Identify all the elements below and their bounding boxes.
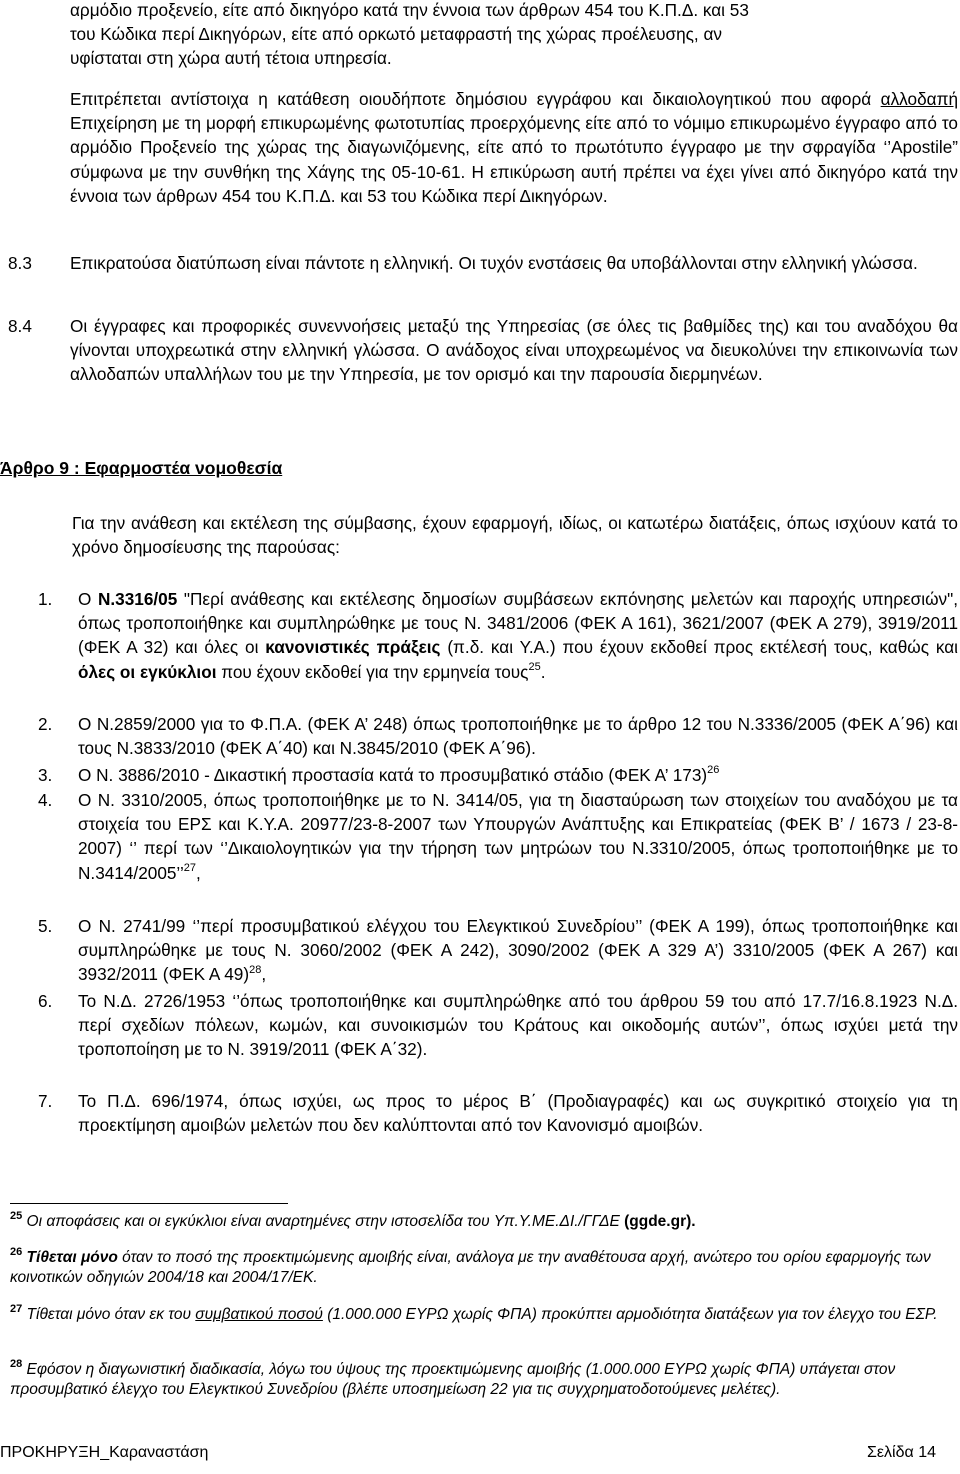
- list-number: 2.: [38, 714, 53, 734]
- bold-term: κανονιστικές πράξεις: [265, 637, 441, 658]
- footnote-link[interactable]: (ggde.gr).: [624, 1213, 696, 1230]
- article-heading-text: Άρθρο 9 : Εφαρμοστέα νομοθεσία: [0, 458, 283, 478]
- footnote-text: Εφόσον η διαγωνιστική διαδικασία, λόγω του ύψους της προεκτιμώμενης αμοιβής (1.000.000 ΕΥΡΩ χωρίς ΦΠΑ) υπάγεται στον προσυμβατικό έλεγχο του Ελεγκτικού Συνεδρίου (βλέπε υποσημείωση 22 για τις συγχρηματοδοτούμενες μελέτες).: [10, 1361, 896, 1398]
- footnote-text: Οι αποφάσεις και οι εγκύκλιοι είναι αναρτημένες στην ιστοσελίδα του Υπ.Υ.ΜΕ.ΔΙ./ΓΓΔΕ: [22, 1213, 625, 1230]
- text-line: υφίσταται στη χώρα αυτή τέτοια υπηρεσία.: [70, 48, 392, 68]
- list-number: 5.: [38, 916, 53, 936]
- list-number: 4.: [38, 790, 53, 810]
- list-text: ,: [196, 862, 201, 883]
- text-line: αρμόδιο προξενείο, είτε από δικηγόρο κατά την έννοια των άρθρων 454 του Κ.Π.Δ. και 53: [70, 0, 749, 20]
- footnote-ref[interactable]: 26: [707, 764, 720, 777]
- list-number: 7.: [38, 1091, 53, 1111]
- list-item: [78, 587, 958, 684]
- list-text: Ο Ν. 3886/2010 - Δικαστική προστασία κατά το προσυμβατικό στάδιο (ΦΕΚ Α’ 173): [78, 765, 708, 785]
- footnote-ref[interactable]: 25: [528, 660, 541, 673]
- section-number: 8.4: [8, 316, 32, 336]
- list-text: Ο Ν. 2741/99 ‘’περί προσυμβατικού ελέγχου του Ελεγκτικού Συνεδρίου’’ (ΦΕΚ Α 199), όπως τροποποιήθηκε και συμπληρώθηκε με τους Ν. 3060/2002 (ΦΕΚ Α 242), 3090/2002 (ΦΕΚ Α 329 Α’) 3310/2005 (ΦΕΚ Α 267) και 3932/2011 (ΦΕΚ Α 49): [78, 916, 958, 985]
- paragraph-text: Επιχείρηση με τη μορφή επικυρωμένης φωτοτυπίας προερχόμενης είτε από το νόμιμο επικυρωμένο έγγραφο από το αρμόδιο Προξενείο της χώρας της διαγωνιζόμενης, είτε από το πρωτότυπο έγγραφο με την σφραγίδα ‘’Apostile” σύμφωνα με την συνθήκη της Χάγης της 05-10-61. Η επικύρωση αυτή πρέπει να έχει γίνει από δικηγόρο κατά την έννοια των άρθρων 454 του Κ.Π.Δ. και 53 του Κώδικα περί Δικηγόρων.: [70, 113, 958, 206]
- footnote-ref[interactable]: 28: [249, 963, 262, 976]
- footnote-emphasis: Τίθεται μόνο: [22, 1249, 118, 1266]
- list-number: 3.: [38, 765, 53, 785]
- section-number: 8.3: [8, 253, 32, 273]
- list-number: 1.: [38, 589, 53, 609]
- footnote-text: (1.000.000 ΕΥΡΩ χωρίς ΦΠΑ) προκύπτει αρμοδιότητα διατάξεων για τον έλεγχο του ΕΣΡ.: [322, 1306, 938, 1323]
- footnote: [10, 1302, 958, 1325]
- footnote: [10, 1357, 958, 1400]
- law-reference: Ν.3316/05: [97, 589, 178, 609]
- list-item: [78, 914, 958, 987]
- list-text: "Περί ανάθεσης και εκτέλεσης δημοσίων συμβάσεων εκπόνησης μελετών και παροχής υπηρεσιών", όπως τροποποιήθηκε και συμπληρώθηκε με τους Ν. 3481/2006 (ΦΕΚ Α 161), 3621/2007 (ΦΕΚ Α 279), 3919/2011 (ΦΕΚ Α 32) και όλες οι: [78, 589, 958, 658]
- footer-page-number: Σελίδα 14: [867, 1444, 936, 1461]
- list-item: [78, 788, 958, 885]
- list-text: ,: [261, 964, 267, 985]
- list-text: Ο: [78, 589, 98, 609]
- paragraph-text: Επιτρέπεται αντίστοιχα η κατάθεση οιουδήποτε δημόσιου εγγράφου και δικαιολογητικού που αφορά: [70, 89, 881, 109]
- article-heading: [0, 456, 282, 480]
- footnote-mark: 25: [10, 1209, 23, 1222]
- list-text: (π.δ. και Υ.Α.) που έχουν εκδοθεί προς εκτέλεσή τους, καθώς και: [440, 637, 958, 658]
- footnote-ref[interactable]: 27: [183, 861, 197, 874]
- list-item: [78, 763, 958, 787]
- certification-paragraph: [70, 87, 958, 208]
- list-text: που έχουν εκδοθεί για την ερμηνεία τους: [216, 661, 529, 682]
- list-item: Το Π.Δ. 696/1974, όπως ισχύει, ως προς το μέρος Β΄ (Προδιαγραφές) και ως συγκριτικό στοιχείο για τη προεκτίμηση αμοιβών μελετών που δεν καλύπτονται από τον Κανονισμό αμοιβών.: [78, 1091, 958, 1136]
- footnote-mark: 28: [10, 1357, 23, 1370]
- list-text: .: [540, 661, 546, 682]
- list-text: Ο Ν. 3310/2005, όπως τροποποιήθηκε με το Ν. 3414/05, για τη διασταύρωση των στοιχείων του αναδόχου με τα στοιχεία του ΕΡΣ και Κ.Υ.Α. 20977/23-8-2007 των Υπουργών Ανάπτυξης και Επικρατείας (ΦΕΚ Β’ / 1673 / 23-8-2007) ‘’ περί των ‘’Δικαιολογητικών για την τήρηση των μητρώων του Ν.3310/2005, όπως τροποποιήθηκε με το Ν.3414/2005’’: [78, 790, 958, 883]
- text-line: του Κώδικα περί Δικηγόρων, είτε από ορκωτό μεταφραστή της χώρας προέλευσης, αν: [70, 24, 723, 44]
- footnote-mark: 27: [10, 1302, 23, 1315]
- footnote: [10, 1209, 958, 1232]
- footer-document-name: ΠΡΟΚΗΡΥΞΗ_Καραναστάση: [0, 1444, 209, 1461]
- list-number: 6.: [38, 991, 53, 1011]
- footnote-underlined: συμβατικού ποσού: [195, 1306, 323, 1323]
- footnote-text: όταν το ποσό της προεκτιμώμενης αμοιβής είναι, ανάλογα με την αναθέτουσα αρχή, ανώτερο του ορίου εφαρμογής των κοινοτικών οδηγιών 2004/18 και 2004/17/ΕΚ.: [10, 1249, 931, 1286]
- list-item: Το Ν.Δ. 2726/1953 ‘’όπως τροποποιήθηκε και συμπληρώθηκε από του άρθρου 59 του από 17.7/16.8.1923 Ν.Δ. περί σχεδίων πόλεων, κωμών, και συνοικισμών του Κράτους και οικοδομής αυτών’’, όπως ισχύει μετά την τροποποίηση με το Ν. 3919/2011 (ΦΕΚ Α΄32).: [78, 991, 958, 1060]
- section-8-3-text: Επικρατούσα διατύπωση είναι πάντοτε η ελληνική. Οι τυχόν ενστάσεις θα υποβάλλονται στην ελληνική γλώσσα.: [70, 253, 918, 273]
- section-8-4-text: Οι έγγραφες και προφορικές συνεννοήσεις μεταξύ της Υπηρεσίας (σε όλες τις βαθμίδες της) και του αναδόχου θα γίνονται υποχρεωτικά στην ελληνική γλώσσα. Ο ανάδοχος είναι υποχρεωμένος να διευκολύνει την επικοινωνία των αλλοδαπών υπαλλήλων του με την Υπηρεσία, με τον ορισμό και την παρουσία διερμηνέων.: [70, 316, 958, 385]
- bold-term: όλες οι εγκύκλιοι: [78, 661, 217, 682]
- footnote-separator: [10, 1203, 288, 1204]
- underlined-term: αλλοδαπή: [880, 89, 958, 109]
- footnote: [10, 1245, 958, 1288]
- article-intro: Για την ανάθεση και εκτέλεση της σύμβασης, έχουν εφαρμογή, ιδίως, οι κατωτέρω διατάξεις, όπως ισχύουν κατά το χρόνο δημοσίευσης της παρούσας:: [72, 513, 958, 558]
- footnote-text: Τίθεται μόνο όταν εκ του: [22, 1306, 196, 1323]
- footnote-mark: 26: [10, 1245, 23, 1258]
- list-item: Ο Ν.2859/2000 για το Φ.Π.Α. (ΦΕΚ Α’ 248) όπως τροποποιήθηκε με το άρθρο 12 του Ν.3336/2005 (ΦΕΚ Α΄96) και τους Ν.3833/2010 (ΦΕΚ Α΄40) και Ν.3845/2010 (ΦΕΚ Α΄96).: [78, 714, 958, 759]
